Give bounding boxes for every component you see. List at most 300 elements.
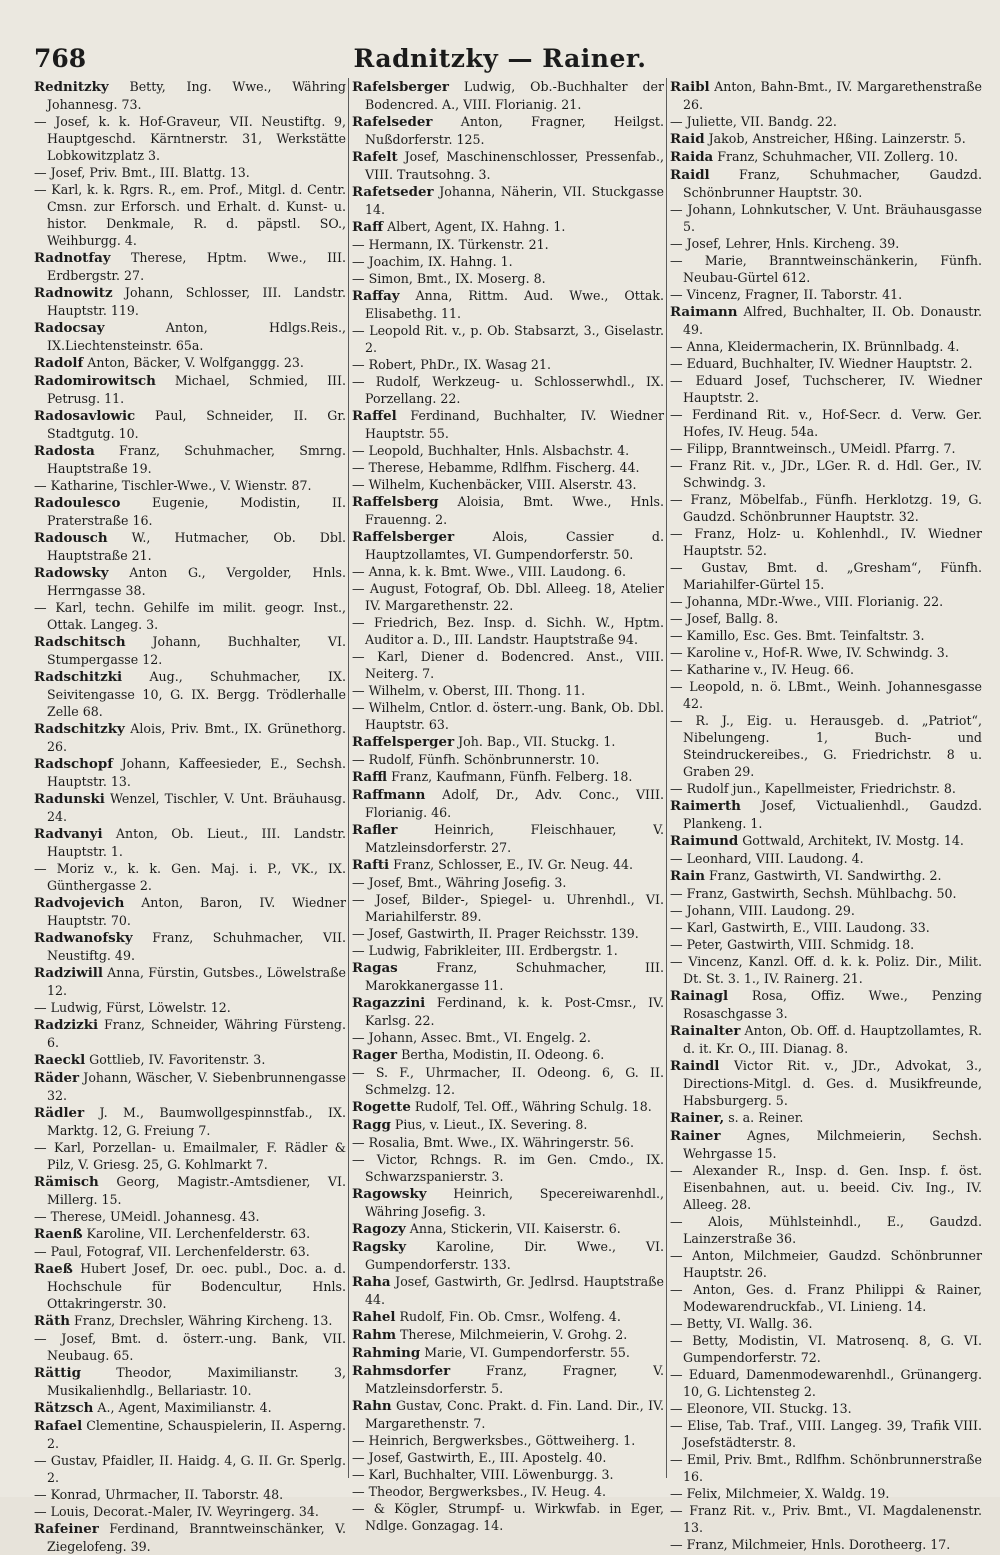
entry-details: J. M., Baumwollgespinnstfab., IX. Marktg. 12, G. Freiung 7. (47, 1105, 346, 1138)
directory-entry (352, 580, 664, 614)
entry-surname: Raidl (670, 167, 710, 183)
directory-entry (352, 373, 664, 407)
directory-entry (352, 563, 664, 580)
entry-details: — Alois, Mühlsteinhdl., E., Gaudzd. Lainzerstraße 36. (670, 1214, 982, 1246)
directory-entry (352, 1466, 664, 1483)
directory-entry (34, 1069, 346, 1104)
entry-details: — Therese, UMeidl. Johannesg. 43. (34, 1209, 260, 1224)
directory-entry (352, 1185, 664, 1220)
directory-entry (34, 1104, 346, 1139)
directory-entry (352, 751, 664, 768)
entry-details: — Moriz v., k. k. Gen. Maj. i. P., VK., IX. Günthergasse 2. (34, 861, 346, 893)
entry-details: — Franz, Gastwirth, Sechsh. Mühlbachg. 50. (670, 886, 957, 901)
directory-entry (34, 249, 346, 284)
directory-entry (352, 1238, 664, 1273)
directory-entry (670, 593, 982, 610)
directory-entry (352, 1273, 664, 1308)
directory-entry (34, 407, 346, 442)
entry-details: Heinrich, Specereiwarenhdl., Währing Josefig. 3. (365, 1186, 664, 1219)
entry-details: Adolf, Dr., Adv. Conc., VIII. Florianig. 46. (365, 787, 664, 820)
entry-surname: Raimund (670, 833, 739, 849)
entry-details: Michael, Schmied, III. Petrusg. 11. (47, 373, 346, 406)
entry-details: Gottwald, Architekt, IV. Mostg. 14. (738, 833, 964, 848)
entry-details: — Eduard, Buchhalter, IV. Wiedner Hauptstr. 2. (670, 356, 973, 371)
directory-entry (670, 303, 982, 338)
directory-entry (352, 959, 664, 994)
directory-entry (670, 559, 982, 593)
entry-surname: Raffmann (352, 787, 426, 803)
entry-surname: Rednitzky (34, 79, 109, 95)
entry-details: — Filipp, Branntweinsch., UMeidl. Pfarrg. 7. (670, 441, 956, 456)
entry-details: Therese, Milchmeierin, V. Grohg. 2. (396, 1327, 628, 1342)
entry-details: Franz, Kaufmann, Fünfh. Felberg. 18. (387, 769, 633, 784)
directory-entry (34, 668, 346, 720)
directory-entry (352, 322, 664, 356)
directory-entry (670, 1247, 982, 1281)
entry-details: Franz, Schneider, Währing Fürsteng. 6. (47, 1017, 346, 1050)
entry-surname: Radvanyi (34, 826, 103, 842)
entry-details: Franz, Schuhmacher, VII. Zollerg. 10. (713, 149, 959, 164)
entry-surname: Radocsay (34, 320, 105, 336)
entry-details: — Paul, Fotograf, VII. Lerchenfelderstr. 63. (34, 1244, 310, 1259)
entry-details: s. a. Reiner. (724, 1110, 804, 1125)
directory-entry (670, 1315, 982, 1332)
entry-surname: Radousch (34, 530, 108, 546)
entry-details: Anna, Stickerin, VII. Kaiserstr. 6. (405, 1221, 621, 1236)
entry-details: Johann, Kaffeesieder, E., Sechsh. Hauptstr. 13. (47, 756, 346, 789)
directory-entry (670, 1417, 982, 1451)
entry-details: Franz, Schuhmacher, Smrng. Hauptstraße 19. (47, 443, 346, 476)
entry-details: Joh. Bap., VII. Stuckg. 1. (454, 734, 616, 749)
directory-entry (670, 1485, 982, 1502)
entry-details: W., Hutmacher, Ob. Dbl. Hauptstraße 21. (47, 530, 346, 563)
entry-details: — Rudolf jun., Kapellmeister, Friedrichstr. 8. (670, 781, 956, 796)
entry-details: Eugenie, Modistin, II. Praterstraße 16. (47, 495, 346, 528)
entry-details: — Karl, techn. Gehilfe im milit. geogr. Inst., Ottak. Langeg. 3. (34, 600, 346, 632)
directory-entry (352, 78, 664, 113)
entry-surname: Rahm (352, 1327, 397, 1343)
entry-details: — Franz, Milchmeier, Hnls. Dorotheerg. 17. (670, 1537, 951, 1552)
entry-details: — Friedrich, Bez. Insp. d. Sichh. W., Hptm. Auditor a. D., III. Landstr. Hauptstraße 94. (352, 615, 664, 647)
directory-entry (670, 1109, 982, 1127)
directory-entry (670, 661, 982, 678)
directory-entry (34, 372, 346, 407)
entry-details: Rudolf, Fin. Ob. Cmsr., Wolfeng. 4. (395, 1309, 621, 1324)
directory-entry (34, 599, 346, 633)
entry-details: — Vincenz, Kanzl. Off. d. k. k. Poliz. Dir., Milit. Dt. St. 3. 1., IV. Rainerg. 21. (670, 954, 982, 986)
directory-entry (670, 627, 982, 644)
entry-details: — Therese, Hebamme, Rdlfhm. Fischerg. 44. (352, 460, 640, 475)
entry-surname: Rainagl (670, 988, 729, 1004)
directory-entry (352, 1046, 664, 1064)
directory-entry (670, 1536, 982, 1553)
directory-entry (670, 338, 982, 355)
entry-details: — Josef, Priv. Bmt., III. Blattg. 13. (34, 165, 250, 180)
entry-details: Anton, Hdlgs.Reis., IX.Liechtensteinstr. 65a. (47, 320, 346, 353)
directory-entry (352, 1098, 664, 1116)
directory-entry (352, 183, 664, 218)
entry-details: Betty, Ing. Wwe., Währing Johannesg. 73. (47, 79, 346, 112)
entry-details: — Franz, Holz- u. Kohlenhdl., IV. Wiedner Hauptstr. 52. (670, 526, 982, 558)
page-number: 768 (34, 44, 87, 73)
entry-details: Agnes, Milchmeierin, Sechsh. Wehrgasse 15. (683, 1128, 982, 1161)
entry-details: — Karl, Buchhalter, VIII. Löwenburgg. 3. (352, 1467, 614, 1482)
entry-surname: Rafti (352, 857, 390, 873)
entry-details: Alois, Priv. Bmt., IX. Grünethorg. 26. (47, 721, 346, 754)
entry-details: Aloisia, Bmt. Wwe., Hnls. Frauenng. 2. (365, 494, 664, 527)
directory-entry (34, 1208, 346, 1225)
directory-entry (34, 1486, 346, 1503)
entry-details: Jakob, Anstreicher, Hßing. Lainzerstr. 5. (704, 131, 966, 146)
column-divider (348, 78, 349, 1478)
directory-entry (670, 1057, 982, 1109)
directory-entry (34, 1503, 346, 1520)
entry-details: — Rudolf, Werkzeug- u. Schlosserwhdl., IX. Porzellang. 22. (352, 374, 664, 406)
entry-surname: Rafler (352, 822, 398, 838)
entry-surname: Ragas (352, 960, 398, 976)
entry-details: Albert, Agent, IX. Hahng. 1. (383, 219, 566, 234)
directory-entry (352, 1500, 664, 1534)
entry-details: Rosa, Offiz. Wwe., Penzing Rosaschgasse 3. (683, 988, 982, 1021)
entry-details: Therese, Hptm. Wwe., III. Erdbergstr. 27. (47, 250, 346, 283)
entry-details: Franz, Drechsler, Währing Kircheng. 13. (70, 1313, 333, 1328)
entry-details: — Wilhelm, Cntlor. d. österr.-ung. Bank, Ob. Dbl. Hauptstr. 63. (352, 700, 664, 732)
entry-details: — Katharine, Tischler-Wwe., V. Wienstr. 87. (34, 478, 312, 493)
directory-entry (670, 953, 982, 987)
directory-entry (670, 644, 982, 661)
directory-entry (34, 790, 346, 825)
column-2 (352, 78, 664, 1533)
entry-details: — Josef, Gastwirth, II. Prager Reichsstr. 139. (352, 926, 639, 941)
entry-details: — Johann, Lohnkutscher, V. Unt. Bräuhausgasse 5. (670, 202, 982, 234)
directory-entry (670, 286, 982, 303)
entry-surname: Radschitzki (34, 669, 123, 685)
entry-surname: Raeß (34, 1261, 73, 1277)
directory-entry (352, 994, 664, 1029)
directory-entry (670, 936, 982, 953)
entry-details: Franz, Fragner, V. Matzleinsdorferstr. 5. (365, 1363, 664, 1396)
entry-details: Anna, Fürstin, Gutsbes., Löwelstraße 12. (47, 965, 346, 998)
directory-entry (34, 825, 346, 860)
entry-details: — Franz Rit. v., JDr., LGer. R. d. Hdl. Ger., IV. Schwindg. 3. (670, 458, 982, 490)
entry-surname: Räth (34, 1313, 71, 1329)
directory-entry (670, 440, 982, 457)
entry-surname: Radosta (34, 443, 95, 459)
entry-surname: Raeckl (34, 1052, 86, 1068)
directory-entry (670, 1400, 982, 1417)
directory-entry (352, 614, 664, 648)
directory-entry (352, 1151, 664, 1185)
directory-entry (670, 78, 982, 113)
directory-entry (352, 1308, 664, 1326)
entry-details: — Karl, Gastwirth, E., VIII. Laudong. 33. (670, 920, 930, 935)
directory-entry (34, 78, 346, 113)
entry-surname: Rahming (352, 1345, 421, 1361)
directory-entry (670, 113, 982, 130)
entry-details: — Felix, Milchmeier, X. Waldg. 19. (670, 1486, 890, 1501)
entry-surname: Radowsky (34, 565, 109, 581)
directory-entry (34, 1364, 346, 1399)
entry-surname: Raimerth (670, 798, 741, 814)
directory-entry (352, 942, 664, 959)
directory-entry (670, 919, 982, 936)
entry-details: — Karl, Porzellan- u. Emailmaler, F. Rädler & Pilz, V. Griesg. 25, G. Kohlmarkt 7. (34, 1140, 346, 1172)
entry-surname: Radschopf (34, 756, 113, 772)
directory-entry (670, 712, 982, 780)
entry-surname: Rafetseder (352, 184, 434, 200)
entry-surname: Radziwill (34, 965, 103, 981)
directory-entry (670, 130, 982, 148)
entry-details: — Katharine v., IV. Heug. 66. (670, 662, 854, 677)
entry-details: Franz, Schuhmacher, VII. Neustiftg. 49. (47, 930, 346, 963)
directory-entry (670, 832, 982, 850)
directory-entry (352, 407, 664, 442)
directory-entry (352, 925, 664, 942)
entry-details: — Rudolf, Fünfh. Schönbrunnerstr. 10. (352, 752, 600, 767)
directory-entry (352, 493, 664, 528)
entry-details: — Anton, Ges. d. Franz Philippi & Rainer, Modewarendruckfab., VI. Linieng. 14. (670, 1282, 982, 1314)
entry-surname: Radschitzky (34, 721, 125, 737)
directory-entry (670, 1451, 982, 1485)
directory-entry (352, 476, 664, 493)
entry-details: Anton, Bäcker, V. Wolfganggg. 23. (83, 355, 304, 370)
entry-details: Hubert Josef, Dr. oec. publ., Doc. a. d. Hochschule für Bodencultur, Hnls. Ottakringerstr. 30. (47, 1261, 346, 1311)
entry-surname: Raindl (670, 1058, 720, 1074)
directory-entry (352, 113, 664, 148)
entry-details: — Betty, VI. Wallg. 36. (670, 1316, 813, 1331)
entry-details: Johann, Buchhalter, VI. Stumpergasse 12. (47, 634, 346, 667)
entry-surname: Radomirowitsch (34, 373, 156, 389)
directory-entry (34, 1051, 346, 1069)
entry-details: — & Kögler, Strumpf- u. Wirkwfab. in Eger, Ndlge. Gonzagag. 14. (352, 1501, 664, 1533)
directory-entry (670, 1281, 982, 1315)
entry-details: — Betty, Modistin, VI. Matrosenq. 8, G. VI. Gumpendorferstr. 72. (670, 1333, 982, 1365)
entry-surname: Ragozy (352, 1221, 406, 1237)
entry-details: — Gustav, Pfaidler, II. Haidg. 4, G. II. Gr. Sperlg. 2. (34, 1453, 346, 1485)
entry-surname: Rahel (352, 1309, 396, 1325)
entry-details: Pius, v. Lieut., IX. Severing. 8. (390, 1117, 588, 1132)
entry-details: — Ferdinand Rit. v., Hof-Secr. d. Verw. Ger. Hofes, IV. Heug. 54a. (670, 407, 982, 439)
directory-entry (352, 442, 664, 459)
directory-entry (670, 148, 982, 166)
entry-details: — Karoline v., Hof-R. Wwe, IV. Schwindg. 3. (670, 645, 949, 660)
directory-entry (34, 1173, 346, 1208)
entry-details: — Hermann, IX. Türkenstr. 21. (352, 237, 549, 252)
entry-details: Franz, Schuhmacher, III. Marokkanergasse 11. (365, 960, 664, 993)
entry-details: Anton, Ob. Off. d. Hauptzollamtes, R. d. it. Kr. O., III. Dianag. 8. (683, 1023, 982, 1056)
entry-details: Georg, Magistr.-Amtsdiener, VI. Millerg. 15. (47, 1174, 346, 1207)
directory-entry (34, 442, 346, 477)
entry-surname: Radolf (34, 355, 84, 371)
entry-details: Anton, Ob. Lieut., III. Landstr. Hauptstr. 1. (47, 826, 346, 859)
entry-surname: Raffay (352, 288, 400, 304)
directory-entry (670, 372, 982, 406)
directory-entry (670, 355, 982, 372)
entry-details: Karoline, VII. Lerchenfelderstr. 63. (82, 1226, 311, 1241)
entry-surname: Rämisch (34, 1174, 99, 1190)
entry-details: — Josef, Bmt. d. österr.-ung. Bank, VII. Neubaug. 65. (34, 1331, 346, 1363)
entry-surname: Rainalter (670, 1023, 741, 1039)
entry-details: A., Agent, Maximilianstr. 4. (93, 1400, 272, 1415)
directory-entry (670, 252, 982, 286)
entry-details: Ferdinand, k. k. Post-Cmsr., IV. Karlsg. 22. (365, 995, 664, 1028)
directory-entry (34, 1330, 346, 1364)
directory-entry (670, 1366, 982, 1400)
entry-surname: Raffelsberger (352, 529, 455, 545)
entry-details: Marie, VI. Gumpendorferstr. 55. (420, 1345, 630, 1360)
entry-surname: Raffelsperger (352, 734, 455, 750)
entry-details: Gustav, Conc. Prakt. d. Fin. Land. Dir., IV. Margarethenstr. 7. (365, 1398, 664, 1431)
page-header (0, 44, 1000, 74)
directory-entry (34, 181, 346, 249)
directory-entry (34, 1139, 346, 1173)
directory-entry (352, 1483, 664, 1500)
entry-details: — Simon, Bmt., IX. Moserg. 8. (352, 271, 546, 286)
entry-details: Anton, Baron, IV. Wiedner Hauptstr. 70. (47, 895, 346, 928)
entry-details: — Josef, k. k. Hof-Graveur, VII. Neustiftg. 9, Hauptgeschd. Kärntnerstr. 31, Werkstätte Lobkowitzplatz 3. (34, 114, 346, 163)
entry-details: Wenzel, Tischler, V. Unt. Bräuhausg. 24. (47, 791, 346, 824)
entry-details: Anna, Rittm. Aud. Wwe., Ottak. Elisabethg. 11. (365, 288, 664, 321)
directory-entry (352, 768, 664, 786)
entry-details: Clementine, Schauspielerin, II. Asperng. 2. (47, 1418, 346, 1451)
entry-details: Franz, Schuhmacher, Gaudzd. Schönbrunner Hauptstr. 30. (683, 167, 982, 200)
directory-entry (670, 987, 982, 1022)
entry-details: — Johann, Assec. Bmt., VI. Engelg. 2. (352, 1030, 591, 1045)
directory-entry (352, 1397, 664, 1432)
entry-details: — Johanna, MDr.-Wwe., VIII. Florianig. 22. (670, 594, 944, 609)
entry-details: Alfred, Buchhalter, II. Ob. Donaustr. 49. (683, 304, 982, 337)
entry-surname: Rain (670, 868, 705, 884)
entry-surname: Radvojevich (34, 895, 125, 911)
directory-entry (34, 999, 346, 1016)
directory-entry (670, 1213, 982, 1247)
directory-entry (34, 755, 346, 790)
directory-entry (352, 891, 664, 925)
entry-details: — Anna, k. k. Bmt. Wwe., VIII. Laudong. 6. (352, 564, 627, 579)
entry-details: Rudolf, Tel. Off., Währing Schulg. 18. (410, 1099, 652, 1114)
entry-details: Anton, Fragner, Heilgst. Nußdorferstr. 125. (365, 114, 664, 147)
directory-entry (352, 856, 664, 874)
entry-details: Anton G., Vergolder, Hnls. Herrngasse 38. (47, 565, 346, 598)
entry-surname: Rafael (34, 1418, 83, 1434)
directory-entry (670, 902, 982, 919)
directory-entry (670, 797, 982, 832)
column-divider (666, 78, 667, 1478)
entry-details: Franz, Gastwirth, VI. Sandwirthg. 2. (704, 868, 942, 883)
entry-surname: Raenß (34, 1226, 83, 1242)
entry-details: — Leonhard, VIII. Laudong. 4. (670, 851, 864, 866)
directory-entry (670, 166, 982, 201)
entry-details: — Ludwig, Fabrikleiter, III. Erdbergstr. 1. (352, 943, 618, 958)
entry-details: — Johann, VIII. Laudong. 29. (670, 903, 855, 918)
page-title: Radnitzky — Rainer. (353, 44, 647, 73)
directory-entry (34, 319, 346, 354)
entry-details: Josef, Maschinenschlosser, Pressenfab., VIII. Trautsohng. 3. (365, 149, 664, 182)
entry-details: — Konrad, Uhrmacher, II. Taborstr. 48. (34, 1487, 284, 1502)
directory-entry (670, 1502, 982, 1536)
entry-details: Karoline, Dir. Wwe., VI. Gumpendorferstr. 133. (365, 1239, 664, 1272)
directory-entry (34, 633, 346, 668)
entry-surname: Rogette (352, 1099, 411, 1115)
entry-details: — Marie, Branntweinschänkerin, Fünfh. Neubau-Gürtel 612. (670, 253, 982, 285)
directory-entry (34, 477, 346, 494)
entry-details: — Franz Rit. v., Priv. Bmt., VI. Magdalenenstr. 13. (670, 1503, 982, 1535)
entry-details: Johann, Schlosser, III. Landstr. Hauptstr. 119. (47, 285, 346, 318)
directory-entry (352, 356, 664, 373)
directory-entry (352, 682, 664, 699)
entry-details: — Theodor, Bergwerksbes., IV. Heug. 4. (352, 1484, 607, 1499)
entry-details: Theodor, Maximilianstr. 3, Musikalienhdlg., Bellariastr. 10. (47, 1365, 346, 1398)
entry-details: — Heinrich, Bergwerksbes., Göttweiherg. 1. (352, 1433, 636, 1448)
entry-details: Johann, Wäscher, V. Siebenbrunnengasse 32. (47, 1070, 346, 1103)
directory-entry (34, 1260, 346, 1312)
entry-surname: Rafelt (352, 149, 398, 165)
entry-surname: Ragazzini (352, 995, 426, 1011)
entry-details: — Josef, Bilder-, Spiegel- u. Uhrenhdl., VI. Mariahilferstr. 89. (352, 892, 664, 924)
entry-details: — Josef, Gastwirth, E., III. Apostelg. 40. (352, 1450, 607, 1465)
column-1 (34, 78, 346, 1554)
entry-surname: Ragg (352, 1117, 391, 1133)
directory-entry (34, 860, 346, 894)
entry-details: — Josef, Ballg. 8. (670, 611, 779, 626)
entry-details: — Robert, PhDr., IX. Wasag 21. (352, 357, 551, 372)
entry-details: — Leopold Rit. v., p. Ob. Stabsarzt, 3., Giselastr. 2. (352, 323, 664, 355)
directory-entry (352, 1362, 664, 1397)
directory-entry (34, 894, 346, 929)
directory-entry (352, 1116, 664, 1134)
entry-surname: Rättig (34, 1365, 81, 1381)
entry-surname: Rainer (670, 1128, 721, 1144)
entry-details: — Eleonore, VII. Stuckg. 13. (670, 1401, 852, 1416)
entry-details: — Juliette, VII. Bandg. 22. (670, 114, 837, 129)
entry-details: — Louis, Decorat.-Maler, IV. Weyringerg. 34. (34, 1504, 319, 1519)
entry-surname: Radnowitz (34, 285, 113, 301)
entry-details: — Rosalia, Bmt. Wwe., IX. Währingerstr. 56. (352, 1135, 634, 1150)
directory-entry (352, 528, 664, 563)
entry-details: Gottlieb, IV. Favoritenstr. 3. (85, 1052, 266, 1067)
entry-details: — Eduard Josef, Tuchscherer, IV. Wiedner Hauptstr. 2. (670, 373, 982, 405)
directory-entry (34, 1016, 346, 1051)
directory-entry (34, 964, 346, 999)
entry-details: — Wilhelm, Kuchenbäcker, VIII. Alserstr. 43. (352, 477, 637, 492)
entry-surname: Rafeiner (34, 1521, 99, 1537)
directory-entry (352, 287, 664, 322)
directory-entry (670, 780, 982, 797)
entry-surname: Rädler (34, 1105, 85, 1121)
entry-details: — Eduard, Damenmodewarenhdl., Grünangerg. 10, G. Lichtensteg 2. (670, 1367, 982, 1399)
entry-details: — Ludwig, Fürst, Löwelstr. 12. (34, 1000, 231, 1015)
directory-entry (34, 929, 346, 964)
directory-entry (670, 610, 982, 627)
entry-surname: Radzizki (34, 1017, 99, 1033)
entry-details: — Elise, Tab. Traf., VIII. Langeg. 39, Trafik VIII. Josefstädterstr. 8. (670, 1418, 982, 1450)
directory-entry (34, 564, 346, 599)
entry-surname: Rätzsch (34, 1400, 94, 1416)
entry-details: Aug., Schuhmacher, IX. Seivitengasse 10, G. IX. Bergg. Trödlerhalle Zelle 68. (47, 669, 346, 719)
entry-details: Anton, Bahn-Bmt., IV. Margarethenstraße 26. (683, 79, 982, 112)
entry-surname: Ragsky (352, 1239, 407, 1255)
entry-details: — S. F., Uhrmacher, II. Odeong. 6, G. II. Schmelzg. 12. (352, 1065, 664, 1097)
directory-entry (670, 457, 982, 491)
entry-details: — Alexander R., Insp. d. Gen. Insp. f. öst. Eisenbahnen, aut. u. beeid. Civ. Ing., IV. Alleeg. 28. (670, 1163, 982, 1212)
directory-entry (352, 1344, 664, 1362)
column-3 (670, 78, 982, 1552)
entry-details: Josef, Victualienhdl., Gaudzd. Plankeng. 1. (683, 798, 982, 831)
directory-entry (670, 850, 982, 867)
entry-surname: Rahmsdorfer (352, 1363, 451, 1379)
entry-surname: Radoulesco (34, 495, 121, 511)
directory-entry (352, 699, 664, 733)
